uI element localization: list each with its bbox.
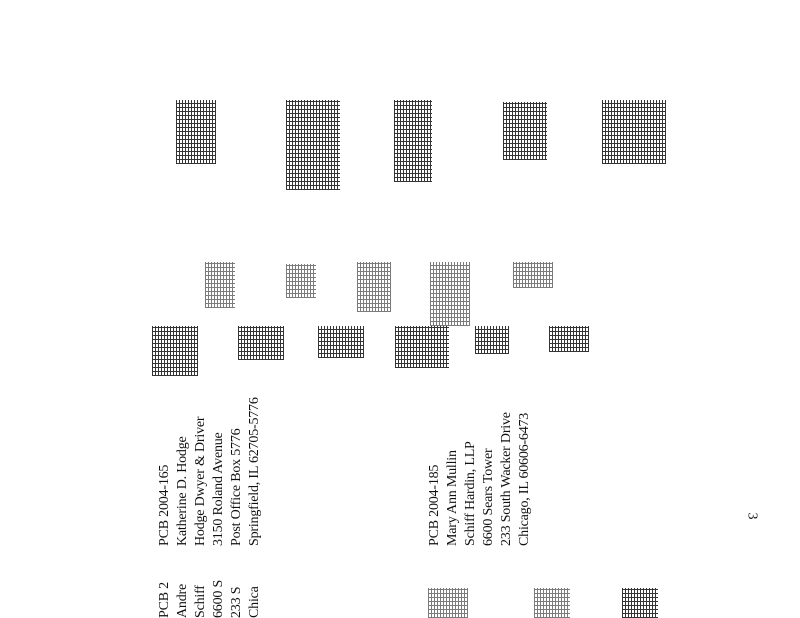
address-line: 3150 Roland Avenue	[211, 432, 226, 546]
scan-noise-block	[205, 262, 235, 308]
scan-noise-block	[534, 588, 570, 618]
scan-noise-block	[549, 326, 589, 352]
address-line: Andre	[175, 584, 190, 618]
scan-noise-block	[318, 326, 364, 358]
scan-noise-block	[622, 588, 658, 618]
scan-noise-block	[357, 262, 391, 312]
page-number: 3	[744, 512, 760, 520]
address-line: 6600 Sears Tower	[481, 448, 496, 546]
address-line: Springfield, IL 62705-5776	[247, 397, 262, 546]
scan-noise-block	[395, 326, 449, 368]
service-entry-left	[156, 397, 264, 546]
scan-noise-block	[286, 100, 340, 190]
address-line: 6600 S	[211, 579, 226, 618]
address-line: Mary Ann Mullin	[445, 450, 460, 546]
address-line: Chicago, IL 60606-6473	[517, 412, 532, 546]
address-line: Post Office Box 5776	[229, 428, 244, 546]
address-line: Schiff	[193, 585, 208, 618]
scan-noise-block	[238, 326, 284, 360]
scan-noise-block	[152, 326, 198, 376]
scan-noise-block	[176, 100, 216, 164]
scan-noise-block	[513, 262, 553, 288]
address-line: Katherine D. Hodge	[175, 436, 190, 546]
address-line: Hodge Dwyer & Driver	[193, 416, 208, 546]
scan-noise-block	[475, 326, 509, 354]
address-line: 233 South Wacker Drive	[499, 412, 514, 546]
address-line: PCB 2	[157, 582, 172, 618]
service-entry-right	[426, 412, 534, 546]
scan-noise-block	[286, 264, 316, 298]
scan-noise-block	[428, 588, 468, 618]
address-line: PCB 2004-185	[427, 464, 442, 546]
service-entry-bottom-partial	[156, 579, 264, 618]
address-line: Schiff Hardin, LLP	[463, 441, 478, 546]
scan-noise-block	[602, 100, 666, 164]
address-line: PCB 2004-165	[157, 464, 172, 546]
address-line: Chica	[247, 586, 262, 618]
address-line: 233 S	[229, 586, 244, 618]
scan-noise-block	[394, 100, 432, 182]
scan-noise-block	[430, 262, 470, 326]
scan-noise-block	[503, 102, 547, 160]
